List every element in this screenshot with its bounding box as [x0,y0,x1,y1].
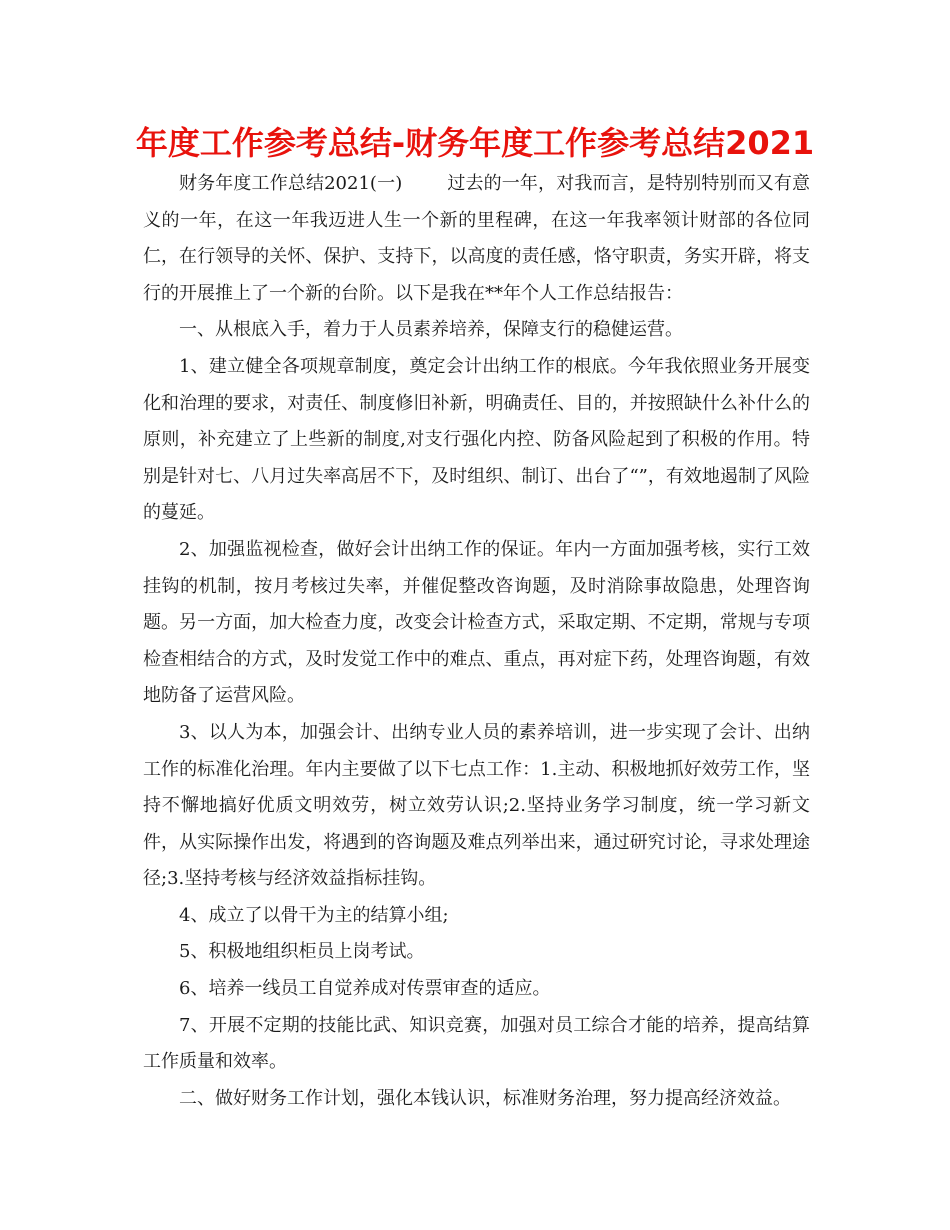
paragraph: 4、成立了以骨干为主的结算小组; [179,904,449,926]
paragraph: 一、从根底入手，着力于人员素养培养，保障支行的稳健运营。 [179,319,683,341]
paragraph: 3、以人为本，加强会计、出纳专业人员的素养培训，进一步实现了会计、出纳工作的标准化治理。年内主要做了以下七点工作：1.主动、积极地抓好效劳工作，坚持不懈地搞好优质文明效劳，树立效劳认识;2.坚持业务学习制度，统一学习新文件，从实际操作出发，将遇到的咨询题及难点列举出来，通过研究讨论，寻求处理途径;3.坚持考核与经济效益指标挂钩。 [143,721,810,890]
document-body [143,166,810,1117]
document-title: 年度工作参考总结-财务年度工作参考总结2021 [135,124,815,162]
paragraph: 二、做好财务工作计划，强化本钱认识，标准财务治理，努力提高经济效益。 [179,1087,791,1109]
paragraph: 6、培养一线员工自觉养成对传票审查的适应。 [179,978,551,1000]
paragraph: 2、加强监视检查，做好会计出纳工作的保证。年内一方面加强考核，实行工效挂钩的机制，按月考核过失率，并催促整改咨询题，及时消除事故隐患，处理咨询题。另一方面，加大检查力度，改变会计检查方式，采取定期、不定期，常规与专项检查相结合的方式，及时发觉工作中的难点、重点，再对症下药，处理咨询题，有效地防备了运营风险。 [143,538,810,707]
paragraph: 5、积极地组织柜员上岗考试。 [179,941,425,963]
intro-heading: 财务年度工作总结2021(一) [179,173,403,194]
paragraph-intro [143,166,810,312]
paragraph-text: 过去的一年，对我而言，是特别特别而又有意义的一年，在这一年我迈进人生一个新的里程碑，在这一年我率领计财部的各位同仁，在行领导的关怀、保护、支持下，以高度的责任感，恪守职责，务实开辟，将支行的开展推上了一个新的台阶。以下是我在**年个人工作总结报告： [143,173,810,304]
paragraph: 1、建立健全各项规章制度，奠定会计出纳工作的根底。今年我依照业务开展变化和治理的要求，对责任、制度修旧补新，明确责任、目的，并按照缺什么补什么的原则，补充建立了上些新的制度,对支行强化内控、防备风险起到了积极的作用。特别是针对七、八月过失率高居不下，及时组织、制订、出台了“”，有效地遏制了风险的蔓延。 [143,355,810,524]
paragraph: 7、开展不定期的技能比武、知识竞赛，加强对员工综合才能的培养，提高结算工作质量和效率。 [143,1014,810,1073]
